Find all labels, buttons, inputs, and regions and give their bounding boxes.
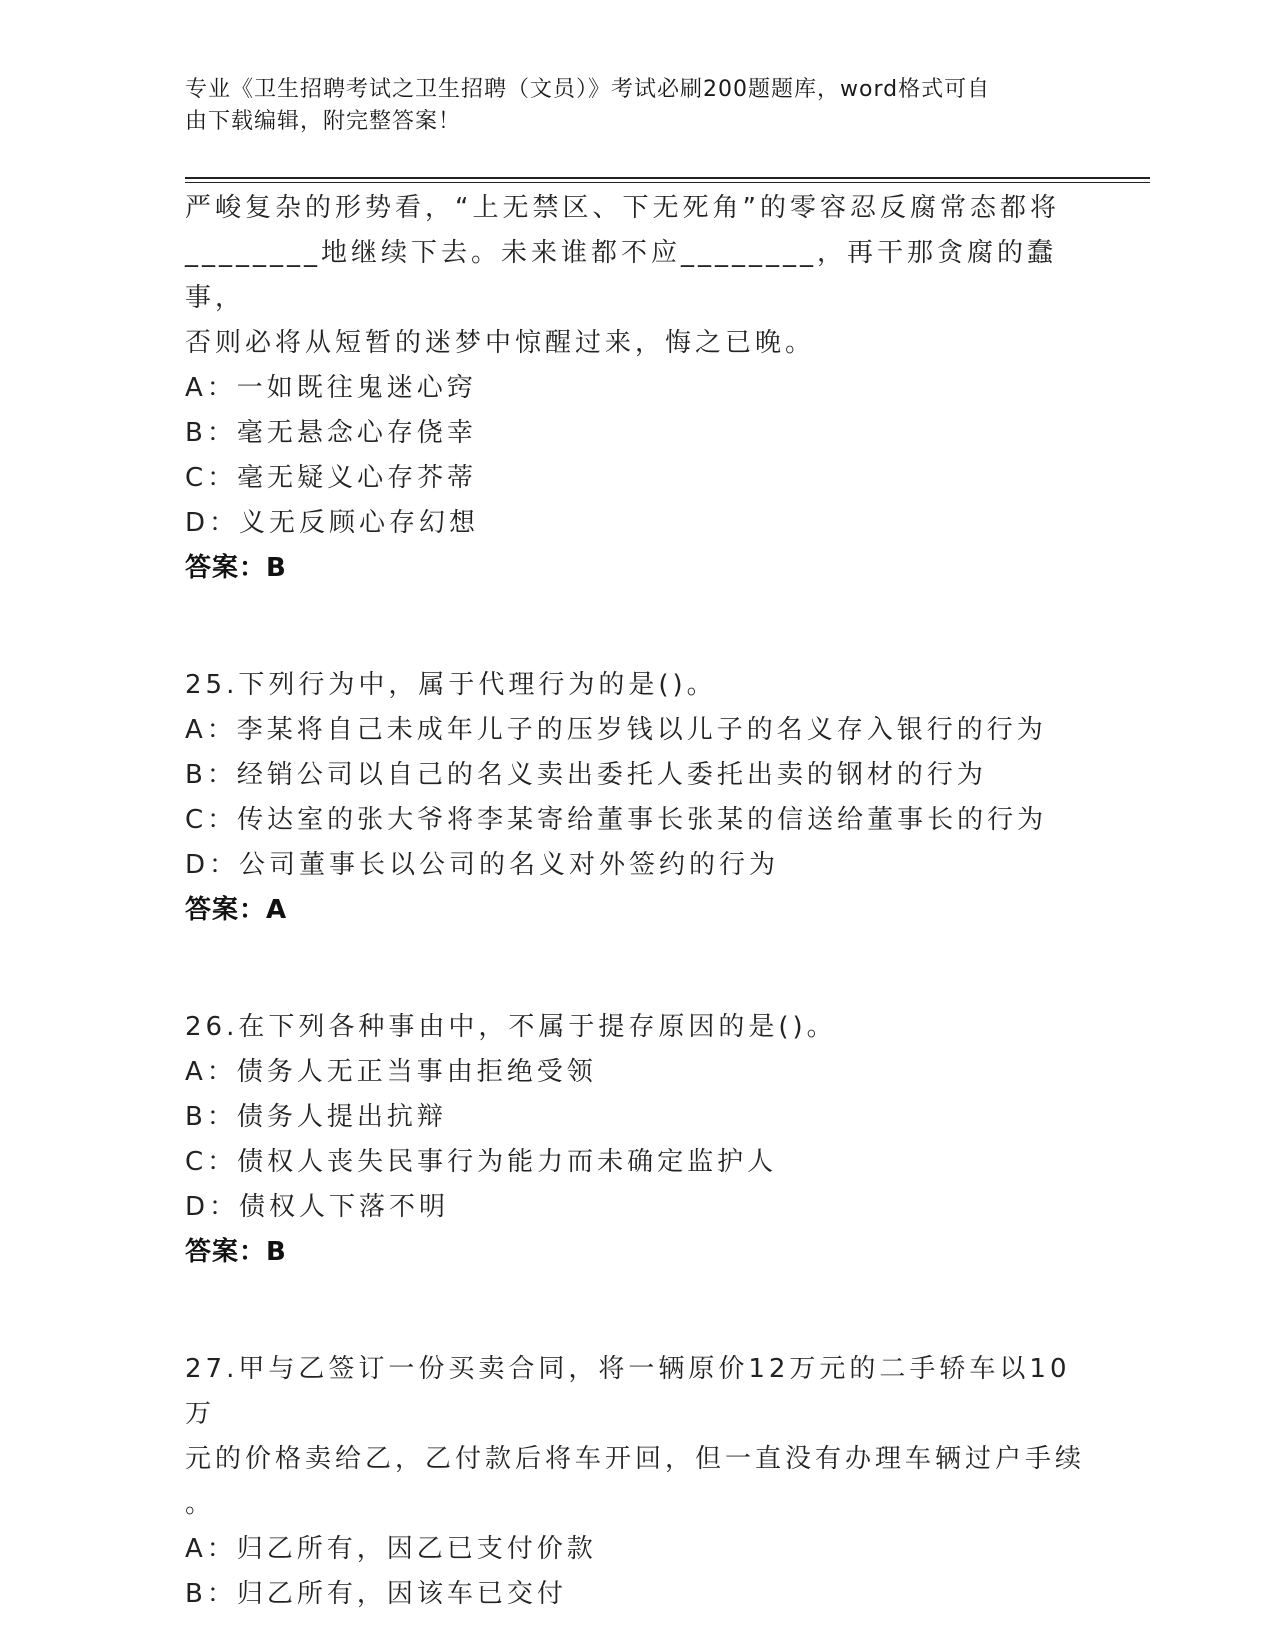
question-stem-line: 否则必将从短暂的迷梦中惊醒过来，悔之已晚。 — [185, 328, 816, 358]
question-stem-line: 严峻复杂的形势看，“上无禁区、下无死角”的零容忍反腐常态都将 — [185, 193, 1060, 223]
option-a: A：债务人无正当事由拒绝受领 — [185, 1057, 597, 1087]
question-stem-line: 27.甲与乙签订一份买卖合同，将一辆原价12万元的二手轿车以10万 — [185, 1354, 1071, 1429]
option-b: B：经销公司以自己的名义卖出委托人委托出卖的钢材的行为 — [185, 760, 987, 790]
question-25 — [185, 663, 1085, 933]
question-stem-line: 元的价格卖给乙，乙付款后将车开回，但一直没有办理车辆过户手续 — [185, 1444, 1086, 1474]
option-c: C：毫无疑义心存芥蒂 — [185, 463, 478, 493]
question-stem-line: 25.下列行为中，属于代理行为的是()。 — [185, 670, 717, 700]
question-26 — [185, 1005, 1085, 1275]
answer-label: 答案：A — [185, 895, 288, 925]
option-b: B：归乙所有，因该车已交付 — [185, 1579, 567, 1609]
option-b: B：毫无悬念心存侥幸 — [185, 418, 477, 448]
question-stem-line: ________地继续下去。未来谁都不应________，再干那贪腐的蠢事， — [185, 238, 1058, 313]
document-header — [185, 74, 1065, 138]
option-d: D：公司董事长以公司的名义对外签约的行为 — [185, 850, 780, 880]
document-body — [185, 186, 1085, 1617]
option-b: B：债务人提出抗辩 — [185, 1102, 447, 1132]
answer-label: 答案：B — [185, 1237, 287, 1267]
option-c: C：债权人丧失民事行为能力而未确定监护人 — [185, 1147, 778, 1177]
option-a: A：一如既往鬼迷心窍 — [185, 373, 477, 403]
header-line-1: 专业《卫生招聘考试之卫生招聘（文员）》考试必刷200题题库，word格式可自 — [185, 77, 991, 102]
option-d: D：债权人下落不明 — [185, 1192, 450, 1222]
header-rule-thin — [185, 182, 1150, 183]
answer-label: 答案：B — [185, 553, 287, 583]
question-spacer — [185, 933, 1085, 1005]
question-24 — [185, 186, 1085, 591]
option-d: D：义无反顾心存幻想 — [185, 508, 480, 538]
option-a: A：李某将自己未成年儿子的压岁钱以儿子的名义存入银行的行为 — [185, 715, 1047, 745]
option-a: A：归乙所有，因乙已支付价款 — [185, 1534, 597, 1564]
question-spacer — [185, 591, 1085, 663]
header-line-2: 由下载编辑，附完整答案！ — [185, 109, 462, 134]
question-spacer — [185, 1275, 1085, 1347]
question-27 — [185, 1347, 1085, 1617]
header-rule-thick — [185, 177, 1150, 179]
question-stem-line: 26.在下列各种事由中，不属于提存原因的是()。 — [185, 1012, 837, 1042]
question-stem-line: 。 — [185, 1489, 216, 1519]
option-c: C：传达室的张大爷将李某寄给董事长张某的信送给董事长的行为 — [185, 805, 1048, 835]
